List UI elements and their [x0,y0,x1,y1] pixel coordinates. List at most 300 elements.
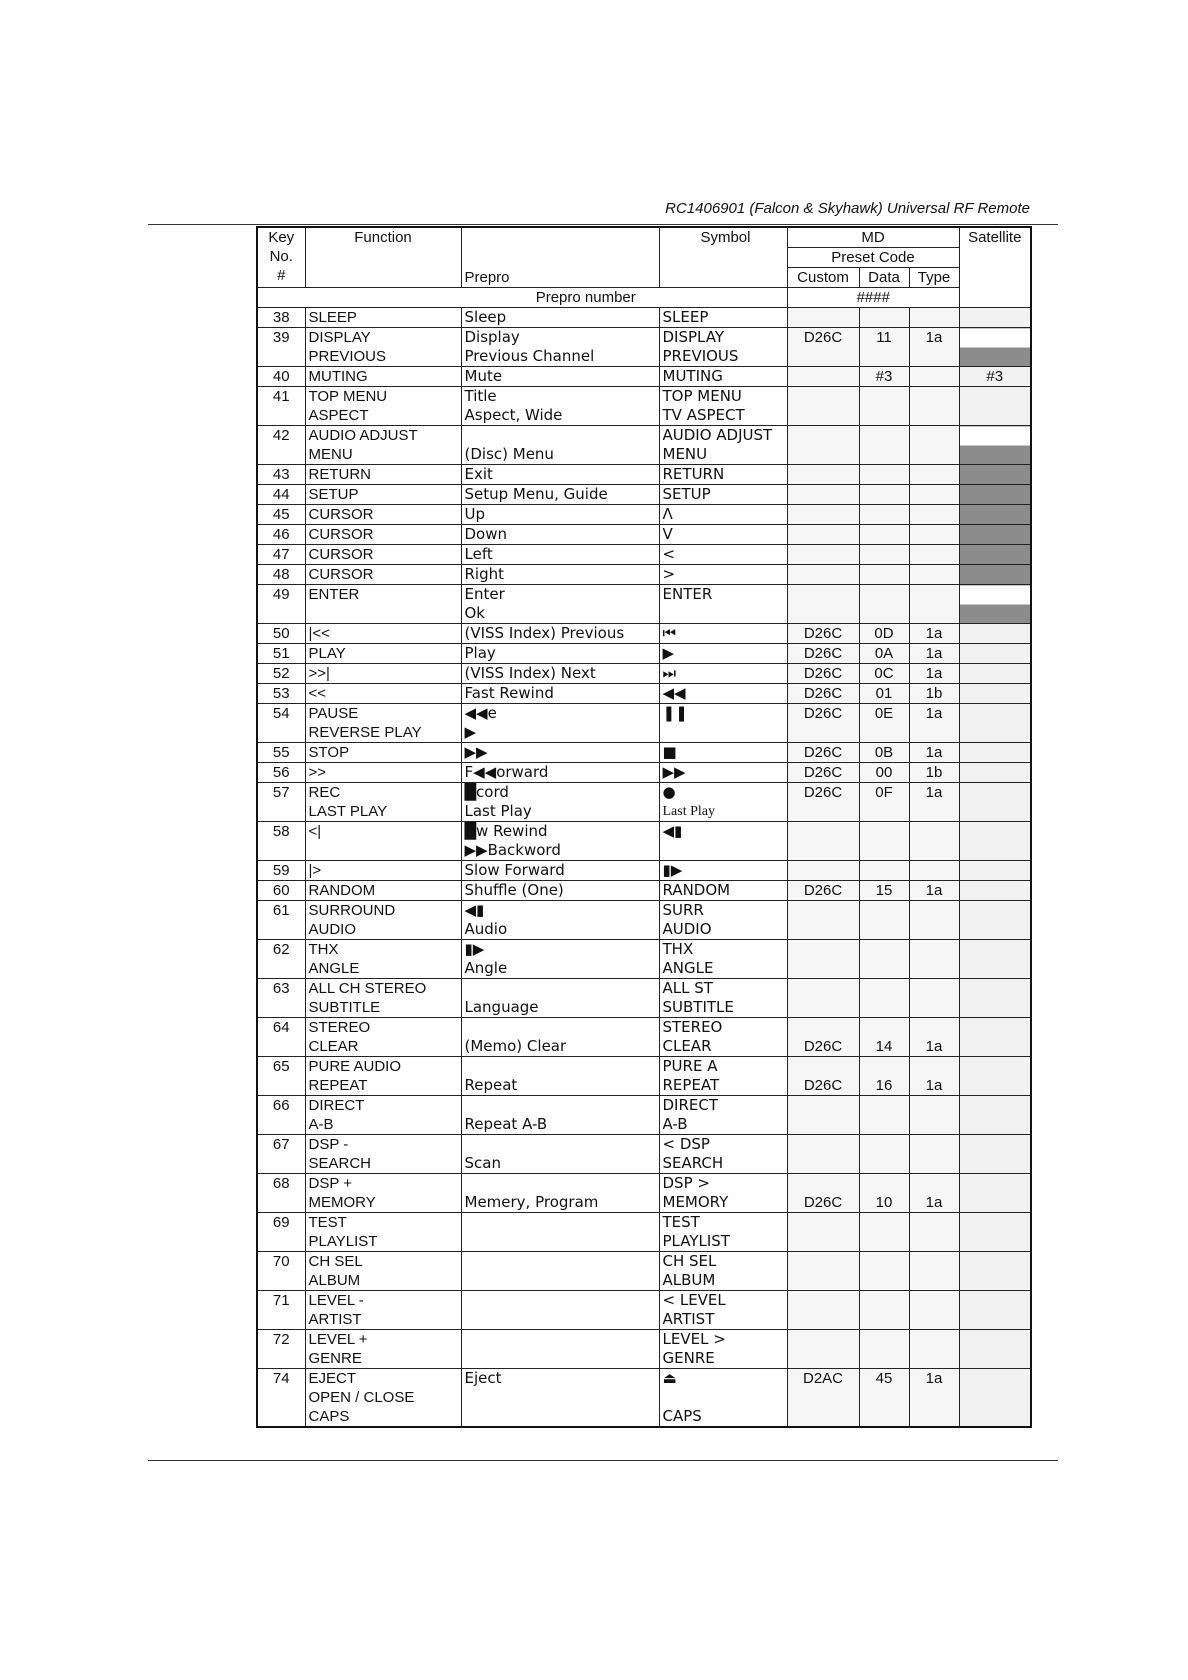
key-number [257,1057,305,1096]
data-cell [859,485,909,505]
cell-line: >> [308,764,327,781]
function-cell [305,1135,461,1174]
symbol-line: MENU [662,445,708,463]
satellite-cell [959,545,1031,565]
prepro-cell [461,1018,659,1057]
symbol-line: ALBUM [662,1271,716,1289]
table-row [257,783,1031,822]
cell-line: AUDIO ADJUST [308,427,418,444]
custom-cell [787,465,859,485]
symbol-line: SLEEP [662,308,709,326]
cell-line [465,1271,656,1290]
data-cell [859,1018,909,1057]
custom-value: D26C [803,645,843,662]
satellite-cell [959,1018,1031,1057]
type-value: 1a [925,784,943,801]
key-number-text: 72 [272,1331,290,1348]
type-cell [909,565,959,585]
key-number [257,308,305,328]
custom-cell [787,1096,859,1135]
function-cell [305,783,461,822]
prepro-cell [461,979,659,1018]
key-number [257,1096,305,1135]
satellite-cell [959,783,1031,822]
cell-line: Display [464,328,520,346]
cell-line: ANGLE [308,960,360,977]
cell-line: (VISS Index) Next [464,664,596,682]
table-row [257,1330,1031,1369]
function-cell [305,308,461,328]
cell-line: Play [464,644,496,662]
key-number-text: 47 [272,546,290,563]
data-value: 11 [876,329,892,346]
symbol-cell [659,525,787,545]
key-number-text: 41 [272,388,290,405]
type-cell [909,1369,959,1428]
key-number-text: 58 [272,823,290,840]
key-number-text: 62 [272,941,290,958]
custom-cell [787,308,859,328]
data-cell [859,585,909,624]
data-cell [859,1213,909,1252]
custom-cell [787,565,859,585]
function-cell [305,624,461,644]
symbol-cell [659,328,787,367]
custom-value: D26C [803,784,843,801]
key-number [257,979,305,1018]
table-row [257,545,1031,565]
data-value: 0F [875,784,893,801]
cell-line: PAUSE [308,705,359,722]
type-cell [909,465,959,485]
data-value: 10 [875,1194,893,1211]
cell-line: CURSOR [308,526,374,543]
table-row [257,1057,1031,1096]
table-row [257,684,1031,704]
prepro-cell [461,367,659,387]
cell-line: CLEAR [308,1038,359,1055]
prepro-cell [461,565,659,585]
custom-value: D26C [803,882,843,899]
satellite-cell [959,704,1031,743]
symbol-line: < DSP [662,1135,710,1153]
cell-line: █w Rewind [464,822,548,840]
custom-value: D26C [803,685,843,702]
symbol-line: MUTING [662,367,723,385]
cell-line [465,1096,656,1115]
key-number [257,387,305,426]
prepro-cell [461,426,659,465]
key-number [257,1291,305,1330]
cell-line: Setup Menu, Guide [464,485,608,503]
cell-line: Mute [464,367,503,385]
cell-line: DSP + [308,1175,352,1192]
cell-line: Title [464,387,497,405]
symbol-line: SUBTITLE [662,998,734,1016]
prepro-cell [461,1291,659,1330]
data-cell [859,684,909,704]
data-value: #3 [875,368,893,385]
symbol-line: ◀◀ [662,684,686,702]
symbol-line: SETUP [662,485,711,503]
satellite-cell [959,881,1031,901]
table-row [257,644,1031,664]
cell-line: DIRECT [308,1097,365,1114]
key-number-text: 44 [272,486,290,503]
function-cell [305,585,461,624]
table-row [257,763,1031,783]
cell-line: |<< [308,625,330,642]
cell-line: GENRE [308,1350,362,1367]
type-cell [909,861,959,881]
cell-line [465,1213,656,1232]
cell-line: PURE AUDIO [308,1058,402,1075]
symbol-cell [659,1096,787,1135]
key-number [257,881,305,901]
symbol-line: ARTIST [662,1310,715,1328]
custom-cell [787,485,859,505]
symbol-line: PREVIOUS [662,347,739,365]
satellite-cell [959,485,1031,505]
table-row [257,426,1031,465]
key-number-text: 57 [272,784,290,801]
symbol-line: ▶ [662,644,675,662]
satellite-cell [959,387,1031,426]
function-cell [305,664,461,684]
custom-cell [787,861,859,881]
table-row [257,585,1031,624]
satellite-cell [959,763,1031,783]
cell-line: MUTING [308,368,368,385]
symbol-cell [659,783,787,822]
key-number-text: 38 [272,309,290,326]
satellite-header: Satellite [959,227,1031,308]
table-row [257,1369,1031,1428]
prepro-cell [461,861,659,881]
symbol-line: > [662,565,676,583]
data-value: 00 [875,764,893,781]
custom-value: D26C [803,665,843,682]
table-row [257,367,1031,387]
symbol-line: ⏮ [662,624,677,642]
custom-cell [787,1252,859,1291]
symbol-line: < [662,545,676,563]
cell-line [465,1232,656,1251]
data-cell [859,979,909,1018]
table-row [257,565,1031,585]
function-cell [305,1096,461,1135]
prepro-cell [461,387,659,426]
key-number-text: 64 [272,1019,290,1036]
custom-cell [787,901,859,940]
key-number-text: 48 [272,566,290,583]
data-header: Data [859,268,909,288]
type-value: 1a [925,705,943,722]
type-cell [909,1135,959,1174]
cell-line: CH SEL [308,1253,363,1270]
key-number [257,940,305,979]
custom-cell [787,1291,859,1330]
key-number-text: 45 [272,506,290,523]
function-cell [305,881,461,901]
satellite-cell [959,1291,1031,1330]
symbol-cell [659,979,787,1018]
prepro-cell [461,1369,659,1428]
cell-line: Previous Channel [464,347,595,365]
cell-line: Fast Rewind [464,684,554,702]
cell-line: Left [464,545,493,563]
cell-line: ◀◀e [464,704,497,722]
custom-cell [787,585,859,624]
type-value: 1a [925,329,943,346]
key-number-text: 59 [272,862,290,879]
data-value: 0C [874,665,894,682]
cell-line: Right [464,565,504,583]
type-cell [909,505,959,525]
cell-line: |> [308,862,322,879]
cell-line: Slow Forward [464,861,565,879]
cell-line: Last Play [464,802,532,820]
cell-line [465,1349,656,1368]
key-number [257,664,305,684]
cell-line: LEVEL + [308,1331,368,1348]
symbol-line: SEARCH [662,1154,724,1172]
key-number-text: 67 [272,1136,290,1153]
type-cell [909,308,959,328]
hash-header: #### [787,288,959,308]
custom-value: D26C [803,625,843,642]
top-rule [148,224,1058,225]
cell-line: █cord [464,783,509,801]
symbol-cell [659,1330,787,1369]
cell-line: EJECT [308,1370,357,1387]
cell-line: CAPS [308,1408,350,1425]
symbol-cell [659,1369,787,1428]
table-row [257,1252,1031,1291]
table-row [257,1213,1031,1252]
key-number [257,1018,305,1057]
function-cell [305,822,461,861]
symbol-line: AUDIO [662,920,712,938]
data-cell [859,367,909,387]
prepro-cell [461,1057,659,1096]
function-cell [305,979,461,1018]
satellite-cell [959,979,1031,1018]
type-value: 1a [925,744,943,761]
cell-line [465,1330,656,1349]
table-body [257,308,1031,1428]
custom-cell [787,367,859,387]
symbol-line: CLEAR [662,1037,712,1055]
table-row [257,664,1031,684]
type-cell [909,525,959,545]
key-number-text: 54 [272,705,290,722]
symbol-cell [659,1018,787,1057]
function-cell [305,1369,461,1428]
symbol-line: TEST [662,1213,700,1231]
custom-cell [787,1369,859,1428]
data-cell [859,783,909,822]
key-number [257,783,305,822]
key-number-text: 43 [272,466,290,483]
cell-line: Enter [464,585,505,603]
cell-line: ALL CH STEREO [308,980,427,997]
cell-line [465,1057,656,1076]
table-row [257,387,1031,426]
table-row [257,1291,1031,1330]
preset-code-header: Preset Code [787,248,959,268]
table-row [257,328,1031,367]
key-number-text: 60 [272,882,290,899]
symbol-line: Λ [662,505,673,523]
satellite-cell [959,1369,1031,1428]
symbol-line: ❚❚ [662,704,688,722]
satellite-cell [959,1057,1031,1096]
type-value: 1b [925,764,943,781]
cell-line: ALBUM [308,1272,361,1289]
key-number-text: 50 [272,625,290,642]
symbol-line: ● [662,783,676,801]
function-cell [305,901,461,940]
key-number-text: 46 [272,526,290,543]
cell-line: CURSOR [308,546,374,563]
prepro-cell [461,1330,659,1369]
function-cell [305,763,461,783]
symbol-cell [659,565,787,585]
key-number-text: 40 [272,368,290,385]
type-cell [909,704,959,743]
cell-line: Exit [464,465,493,483]
cell-line: STOP [308,744,350,761]
key-number-text: 51 [272,645,290,662]
data-cell [859,565,909,585]
satellite-cell [959,822,1031,861]
key-number [257,545,305,565]
cell-line: AUDIO [308,921,357,938]
prepro-cell [461,704,659,743]
satellite-cell [959,426,1031,465]
key-number [257,565,305,585]
custom-cell [787,743,859,763]
cell-line: TOP MENU [308,388,388,405]
function-cell [305,1174,461,1213]
data-cell [859,644,909,664]
cell-line: ▶ [464,723,477,741]
satellite-cell [959,664,1031,684]
type-value: 1a [925,645,943,662]
symbol-line: PURE A [662,1057,718,1075]
cell-line: PLAYLIST [308,1233,378,1250]
type-cell [909,485,959,505]
cell-line [465,1135,656,1154]
function-cell [305,1213,461,1252]
satellite-cell [959,565,1031,585]
key-number-text: 63 [272,980,290,997]
cell-line [465,1310,656,1329]
data-cell [859,387,909,426]
cell-line: (Disc) Menu [464,445,554,463]
type-cell [909,783,959,822]
prepro-cell [461,822,659,861]
satellite-cell [959,585,1031,624]
symbol-cell [659,763,787,783]
custom-value: D26C [803,764,843,781]
md-header: MD [787,227,959,248]
prepro-cell [461,545,659,565]
satellite-cell [959,308,1031,328]
cell-line: Memery, Program [464,1193,599,1211]
symbol-line: ■ [662,743,677,761]
custom-value: D26C [803,744,843,761]
cell-line: RETURN [308,466,371,483]
type-cell [909,585,959,624]
type-cell [909,1174,959,1213]
symbol-cell [659,505,787,525]
prepro-cell [461,901,659,940]
table-row [257,308,1031,328]
type-cell [909,1330,959,1369]
cell-line: Audio [464,920,508,938]
symbol-cell [659,585,787,624]
symbol-line: DIRECT [662,1096,719,1114]
key-number-text: 52 [272,665,290,682]
symbol-line: TV ASPECT [662,406,745,424]
symbol-cell [659,1057,787,1096]
cell-line: REC [308,784,341,801]
satellite-cell [959,901,1031,940]
function-cell [305,565,461,585]
key-number-text: 39 [272,329,290,346]
cell-line: ENTER [308,586,360,603]
symbol-line: < LEVEL [662,1291,726,1309]
symbol-cell [659,1135,787,1174]
custom-cell [787,783,859,822]
symbol-line: RANDOM [662,881,731,899]
symbol-line: ▶▶ [662,763,686,781]
data-cell [859,704,909,743]
cell-line [465,1388,656,1407]
key-number-text: 42 [272,427,290,444]
type-cell [909,387,959,426]
table-row [257,505,1031,525]
cell-line: << [308,685,327,702]
data-cell [859,743,909,763]
prepro-cell [461,940,659,979]
type-cell [909,822,959,861]
satellite-value: #3 [986,368,1004,385]
satellite-cell [959,684,1031,704]
prepro-cell [461,664,659,684]
prepro-cell [461,308,659,328]
symbol-cell [659,1213,787,1252]
type-cell [909,545,959,565]
key-number [257,367,305,387]
symbol-cell [659,1291,787,1330]
satellite-cell [959,465,1031,485]
satellite-cell [959,861,1031,881]
symbol-line: RETURN [662,465,725,483]
cell-line: SETUP [308,486,359,503]
custom-cell [787,545,859,565]
data-cell [859,1135,909,1174]
symbol-line: Last Play [662,804,715,819]
symbol-line: TOP MENU [662,387,742,405]
key-number [257,525,305,545]
data-cell [859,1291,909,1330]
table-header [257,227,1031,308]
data-value: 45 [875,1370,893,1387]
cell-line: DSP - [308,1136,349,1153]
